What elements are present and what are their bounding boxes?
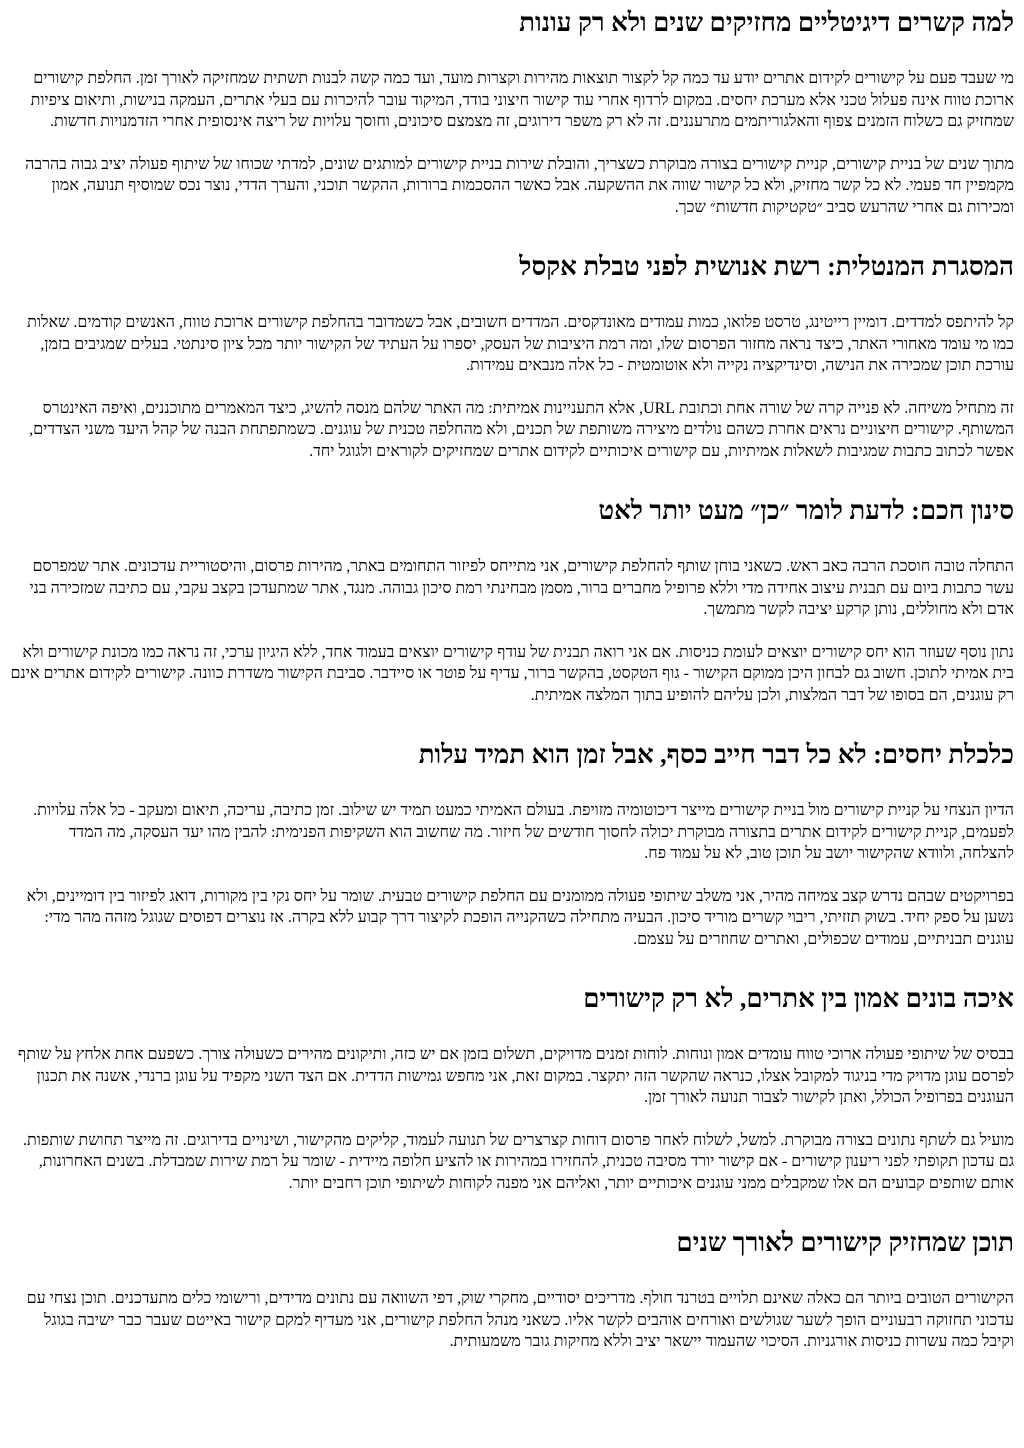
section-heading: כלכלת יחסים: לא כל דבר חייב כסף, אבל זמן הוא תמיד עלות: [418, 740, 1014, 769]
section-heading: תוכן שמחזיק קישורים לאורך שנים: [676, 1228, 1014, 1257]
section-smart-filtering: [10, 494, 1014, 706]
paragraph: קל להיתפס למדדים. דומיין רייטינג, טרסט פלואו, כמות עמודים מאונדקסים. המדדים חשובים, אבל כשמדובר בהחלפת קישורים ארוכת טווח, האנשים קודמים. שאלות כמו מי עומד מאחורי האתר, כיצד נראה מחזור הפרסום שלו, ומה רמת היציבות של העסק, יספרו על העתיד של הקישור יותר מכל ציון סינתטי. בעלים שמגיבים בזמן, עורכת תוכן שמכירה את הנישה, וסינדיקציה נקייה ולא אוטומטית - כל אלה מנבאים עמידות.: [27, 314, 1014, 374]
paragraph: בבסיס של שיתופי פעולה ארוכי טווח עומדים אמון ונוחות. לוחות זמנים מדויקים, תשלום בזמן אם יש כזה, ותיקונים מהירים כשעולה צורך. כשפעם אחת אלחץ על שותף לפרסם עוגן מדויק מדי בניגוד למקובל אצלו, כנראה שהקשר הזה יתקצר. במקום זאת, אני מחפש גמישות הדדית. אם הצד השני מקפיד על עוגן ברנדי, אשנה את תכנון העוגנים בפרופיל הכולל, ואתן לקישור לצבור תנועה לאורך זמן.: [17, 1046, 1014, 1106]
section-heading: למה קשרים דיגיטליים מחזיקים שנים ולא רק עונות: [519, 8, 1014, 37]
section-mental-framework: [10, 250, 1014, 462]
paragraph: הקישורים הטובים ביותר הם כאלה שאינם תלויים בטרנד חולף. מדריכים יסודיים, מחקרי שוק, דפי השוואה עם נתונים מדידים, ורישומי כלים מתעדכנים. תוכן נצחי עם עדכוני תחזוקה רבעוניים הופך לשער שגולשים ואורחים אוהבים לקשר אליו. כשאני מנהל החלפת קישורים, אני מעדיף למקם קישור באייטם שעבר כבר ישיבה בגוגל וקיבל כמה עשרות כניסות אורגניות. הסיכוי שהעמוד יישאר יציב וללא מחיקות גובר משמעותית.: [26, 1290, 1014, 1350]
section-evergreen-content: [10, 1226, 1014, 1353]
section-heading: המסגרת המנטלית: רשת אנושית לפני טבלת אקסל: [519, 252, 1014, 281]
paragraph: בפרויקטים שבהם נדרש קצב צמיחה מהיר, אני משלב שיתופי פעולה ממומנים עם החלפת קישורים טבעית. שומר על יחס נקי בין מקורות, דואג לפיזור בין דומיינים, ולא נשען על ספק יחיד. בשוק תזזיתי, ריבוי קשרים מוריד סיכון. הבעיה מתחילה כשהקנייה הופכת לקיצור דרך קבוע ללא בקרה. אז נוצרים דפוסים שגוגל מזהה מהר מדי: עוגנים תבניתיים, עמודים שכפולים, ואתרים שחוזרים על עצמם.: [26, 887, 1014, 948]
section-building-trust: [10, 982, 1014, 1194]
section-heading: איכה בונים אמון בין אתרים, לא רק קישורים: [583, 984, 1014, 1013]
paragraph: מתוך שנים של בניית קישורים, קניית קישורים בצורה מבוקרת כשצריך, והובלת שירות בניית קישורים למותגים שונים, למדתי שכוחו של שיתוף פעולה יציב גבוה בהרבה מקמפיין חד פעמי. לא כל קשר מחזיק, ולא כל קישור שווה את ההשקעה. אבל כאשר ההסכמות ברורות, ההקשר תוכני, והערך הדדי, נוצר נכס שמוסיף תנועה, אמון ומכירות גם אחרי שהרעש סביב ״טקטיקות חדשות״ שכך.: [25, 155, 1014, 216]
section-long-term-links: [10, 6, 1014, 218]
paragraph: זה מתחיל משיחה. לא פנייה קרה של שורה אחת וכתובת URL, אלא התעניינות אמיתית: מה האתר שלהם מנסה להשיג, כיצד המאמרים מתוכננים, ואיפה האינטרס המשותף. קישורים חיצוניים נראים אחרת כשהם נולדים מיצירה משותפת של תכנים, ולא מהחלפה טכנית של עוגנים. כשמתפתחת הבנה של קהל היעד משני הצדדים, אפשר לכתוב כתבות שמגיבות לשאלות אמיתיות, עם קישורים איכותיים לקידום אתרים שמחזיקים לקוראים ולגוגל יחד.: [29, 399, 1014, 460]
paragraph: מי שעבד פעם על קישורים לקידום אתרים יודע עד כמה קל לקצור תוצאות מהירות וקצרות מועד, ועד כמה קשה לבנות תשתית שמחזיקה לאורך זמן. החלפת קישורים ארוכת טווח אינה פעלול טכני אלא מערכת יחסים. במקום לרדוף אחרי עוד קישור חיצוני בודד, המיקוד עובר להיכרות עם בעלי אתרים, העמקה בנישות, ותיאום ציפיות שמחזיק גם כשלוח הזמנים צפוף והאלגוריתמים מתרעננים. זה לא רק משפר דירוגים, זה מצמצם סיכונים, וחוסך עלויות של ריצה אינסופית אחרי הזדמנויות חדשות.: [30, 70, 1014, 130]
paragraph: התחלה טובה חוסכת הרבה כאב ראש. כשאני בוחן שותף להחלפת קישורים, אני מתייחס לפיזור התחומים באתר, מהירות פרסום, והיסטוריית עדכונים. אתר שמפרסם עשר כתבות ביום עם תבנית עיצוב אחידה מדי וללא פרופיל מחברים ברור, מסמן מבחינתי רמת סיכון גבוהה. מנגד, אתר שמתעדכן בקצב עקבי, עם כתיבה שמזכירה בני אדם ולא מחוללים, נותן קרקע יציבה לקשר מתמשך.: [29, 558, 1014, 618]
section-heading: סינון חכם: לדעת לומר ״כן״ מעט יותר לאט: [598, 496, 1014, 525]
paragraph: הדיון הנצחי על קניית קישורים מול בניית קישורים מייצר דיכוטומיה מזויפת. בעולם האמיתי כמעט תמיד יש שילוב. זמן כתיבה, עריכה, תיאום ומעקב - כל אלה עלויות. לפעמים, קניית קישורים לקידום אתרים בתצורה מבוקרת יכולה לחסוך חודשים של חיזור. מה שחשוב הוא השקיפות הפנימית: להבין מהו יעד העסקה, מה המדד להצלחה, ולוודא שהקישור יושב על תוכן טוב, לא על עמוד פח.: [33, 802, 1014, 862]
section-relationship-economy: [10, 738, 1014, 950]
paragraph: מועיל גם לשתף נתונים בצורה מבוקרת. למשל, לשלוח לאחר פרסום דוחות קצרצרים של תנועה לעמוד, קליקים מהקישור, ושינויים בדירוגים. זה מייצר תחושת שותפות. גם עדכון תקופתי לפני ריענון קישורים - אם קישור יורד מסיבה טכנית, להחזירו במהירות או להציע חלופה מיידית - שומר על רמת שירות שמבדלת. בשנים האחרונות, אותם שותפים קבועים הם אלו שמקבלים ממני עוגנים איכותיים יותר, ואליהם אני מפנה לקוחות לשיתופי תוכן רחבים יותר.: [23, 1131, 1014, 1192]
paragraph: נתון נוסף שעוזר הוא יחס קישורים יוצאים לעומת כניסות. אם אני רואה תבנית של עודף קישורים יוצאים בעמוד אחד, ללא היגיון ערכי, זה נראה כמו מכונת קישורים ולא בית אמיתי לתוכן. חשוב גם לבחון היכן ממוקם הקישור - גוף הטקסט, בהקשר ברור, עדיף על פוטר או סיידבר. סביבת הקישור משדרת כוונה. קישורים לקידום אתרים אינם רק עוגנים, הם בסופו של דבר המלצות, ולכן עליהם להופיע בתוך המלצה אמיתית.: [10, 643, 1014, 704]
